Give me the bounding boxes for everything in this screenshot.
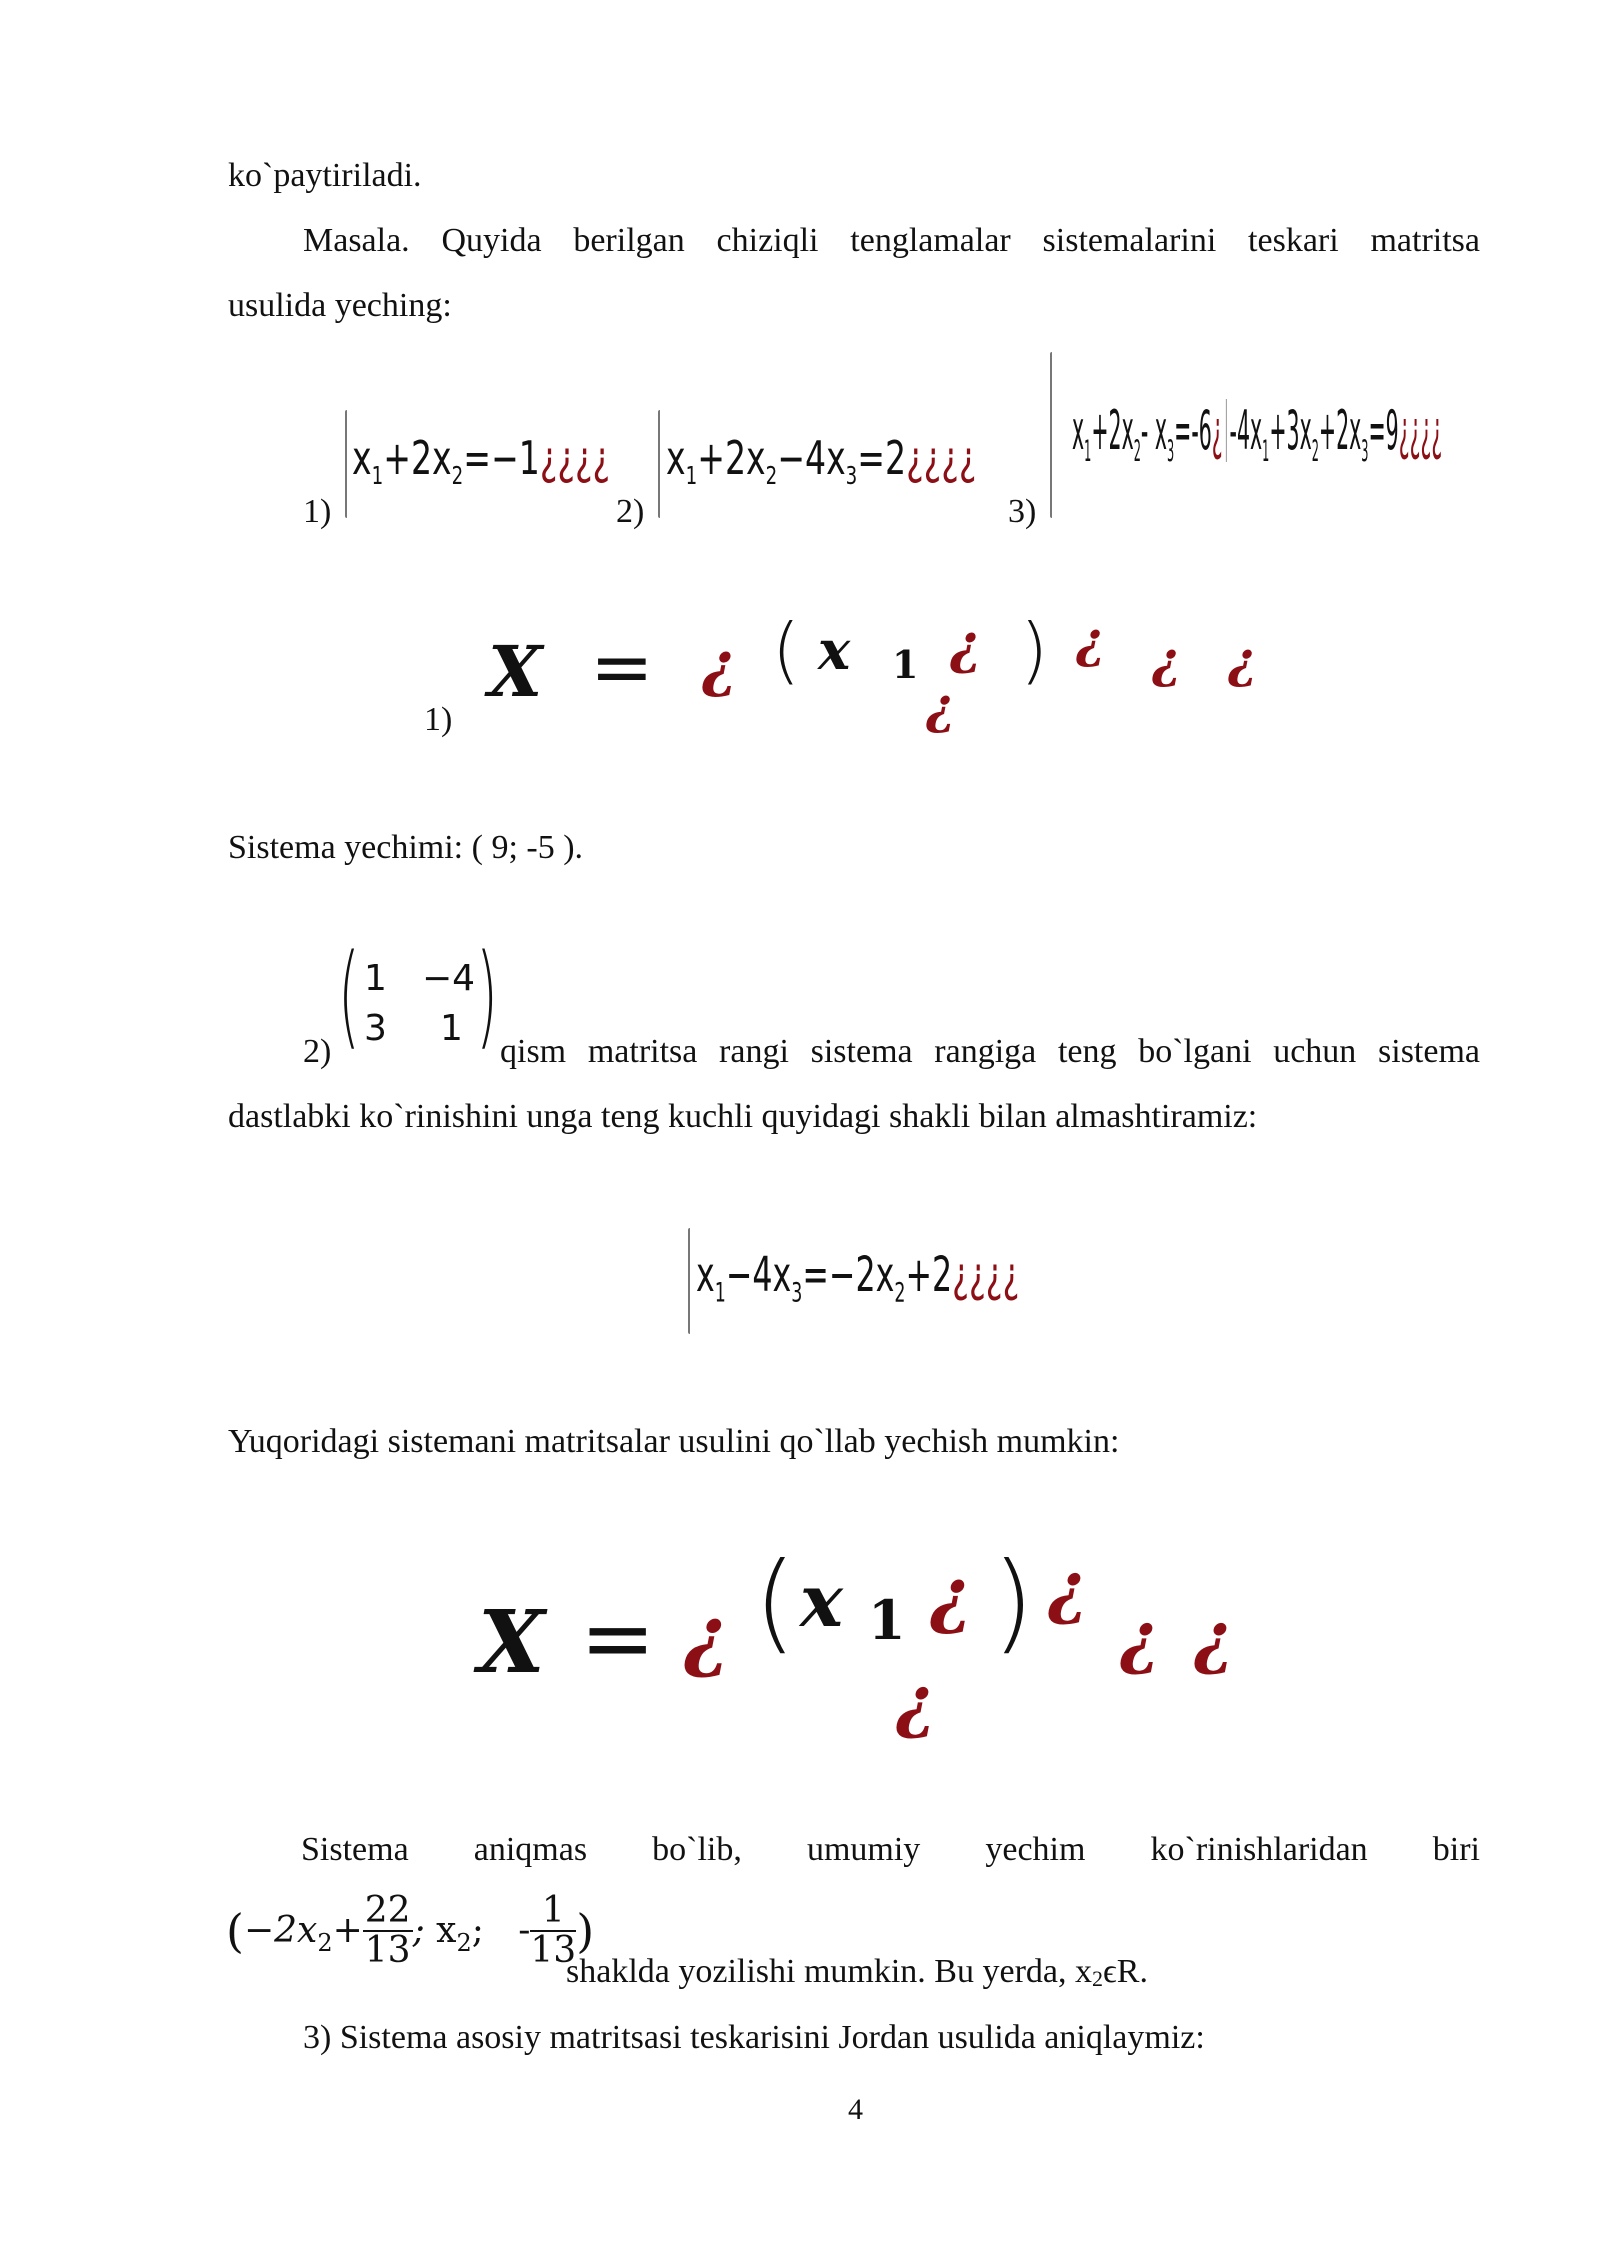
system-number-1: 1) (303, 493, 332, 530)
word-bolib: bo`lib, (652, 1831, 742, 1868)
eq4-tail: ¿¿¿¿ (952, 1247, 1020, 1303)
x-eq1-q3: ¿ (1076, 610, 1106, 669)
eq1-rhs: =−1 (463, 431, 540, 485)
matrix-cell-r2c2: 1 (440, 1008, 463, 1049)
eq3-tail1: ¿ (1211, 399, 1223, 462)
gen-fraction-1 (363, 1892, 413, 1970)
x-eq2-q1: ¿ (684, 1590, 730, 1681)
x-eq2-q4: ¿ (1120, 1598, 1160, 1678)
x-eq2-rparen: ) (992, 1540, 1035, 1665)
word-umumiy: umumiy (806, 1831, 921, 1868)
x-eq1-sub: 1 (892, 642, 919, 687)
eq3-f: +3x (1269, 399, 1312, 462)
system-equation-1 (352, 428, 711, 506)
eq3-g: +2x (1318, 399, 1362, 462)
x-eq2-qbelow: ¿ (896, 1662, 936, 1742)
word-sistema: Sistema (301, 1831, 409, 1868)
x-eq1-equals: = (590, 622, 654, 711)
paragraph-2-line2: dastlabki ko`rinishini unga teng kuchli quyidagi shakli bilan almashtiramiz: (228, 1098, 1258, 1135)
eq2-op1: +2 (697, 431, 747, 485)
text-line-kopaytiriladi: ko`paytiriladi. (228, 157, 422, 194)
matrix-right-paren: ) (476, 931, 498, 1061)
system-number-3: 3) (1008, 493, 1037, 530)
x-eq2-X: X (478, 1592, 545, 1693)
x-eq1-rparen: ) (1020, 608, 1049, 692)
aniqmas-line (301, 1830, 1480, 1870)
eq2-op2: −4 (777, 431, 827, 485)
eq3-c: - x (1140, 399, 1167, 462)
eq2-sub-3: 3 (845, 461, 858, 491)
solution-1-text: Sistema yechimi: ( 9; -5 ). (228, 829, 584, 866)
matrix-cell-r2c1: 3 (364, 1008, 387, 1049)
eq1-var-x: x (352, 431, 372, 485)
eq2-var-x1: x (666, 431, 686, 485)
x-equation-1 (480, 600, 1300, 735)
solution-number-1: 1) (424, 701, 453, 738)
gen-x2-sub: 2 (456, 1928, 472, 1957)
shaklda-end: ϵR. (1103, 1953, 1148, 1990)
eq1-tail: ¿¿¿¿ (539, 431, 611, 485)
gen-term-a: −2x (243, 1910, 318, 1951)
eq2-rhs: =2 (857, 431, 907, 485)
eq3-a-sub: 1 (1084, 433, 1092, 469)
system-brace-2 (658, 410, 660, 518)
word-yechim: yechim (985, 1831, 1086, 1868)
eq3-f-sub: 2 (1311, 433, 1319, 469)
masala-paragraph-line2: usulida yeching: (228, 287, 452, 324)
eq4-a-sub: 1 (714, 1277, 726, 1309)
eq3-a: x (1072, 399, 1085, 462)
eq3-tail2: ¿¿¿¿ (1398, 399, 1443, 462)
system-number-2: 2) (616, 493, 645, 530)
matrix-number-2: 2) (303, 1033, 332, 1070)
gen-semi2: ; - (471, 1910, 531, 1951)
gen-frac2-num: 1 (530, 1892, 576, 1932)
gen-frac2-den: 13 (530, 1930, 577, 1971)
x-eq1-q4: ¿ (1152, 630, 1182, 689)
shaklda-sub: 2 (1092, 1966, 1103, 1991)
gen-plus: + (332, 1910, 363, 1951)
x-eq2-lparen: ( (754, 1540, 797, 1665)
matrix-cell-r1c1: 1 (364, 958, 387, 999)
system-equation-3 (1072, 396, 1600, 487)
x-eq1-X: X (488, 630, 543, 713)
x-eq2-x: x (800, 1558, 843, 1643)
eq2-var-x3: x (826, 431, 846, 485)
gen-rparen: ) (576, 1904, 595, 1958)
x-eq1-q5: ¿ (1228, 630, 1258, 689)
eq3-h: =9 (1368, 399, 1399, 462)
eq3-b: +2x (1091, 399, 1134, 462)
x-eq1-q2: ¿ (950, 612, 982, 676)
eq1-sub-2: 2 (451, 461, 464, 491)
x-eq2-q2: ¿ (930, 1552, 973, 1637)
word-biri: biri (1432, 1831, 1480, 1868)
eq3-d: =-6 (1174, 399, 1212, 462)
eq2-sub-1: 1 (685, 461, 698, 491)
gen-x2: x (436, 1910, 457, 1951)
word-korinishlaridan: ko`rinishlaridan (1150, 1831, 1368, 1868)
gen-frac1-num: 22 (364, 1890, 411, 1931)
system-equation-4 (696, 1244, 1186, 1325)
x-eq2-q5: ¿ (1194, 1598, 1234, 1678)
x-eq1-qbelow: ¿ (926, 676, 956, 735)
eq2-tail: ¿¿¿¿ (906, 431, 977, 485)
system-brace-3 (1050, 352, 1052, 518)
x-eq1-x: x (818, 618, 851, 682)
eq3-c-sub: 3 (1166, 433, 1175, 469)
shaklda-main: shaklda yozilishi mumkin. Bu yerda, x (566, 1953, 1092, 1990)
eq1-var-x2: x (432, 431, 452, 485)
matrix-left-paren: ( (338, 931, 360, 1061)
eq3-e-sub: 1 (1262, 433, 1270, 469)
eq4-a: x (696, 1247, 715, 1303)
general-solution-formula (226, 1892, 594, 1970)
eq4-b-sub: 3 (791, 1277, 803, 1309)
x-eq2-q3: ¿ (1048, 1548, 1088, 1628)
eq2-var-x2: x (746, 431, 766, 485)
eq4-c: =−2x (802, 1247, 895, 1303)
gen-semi1: ; (412, 1910, 437, 1951)
eq1-op: +2 (383, 431, 433, 485)
masala-paragraph-line1: Masala. Quyida berilgan chiziqli tenglamalar sistemalarini teskari matritsa (303, 222, 1480, 259)
system-brace-4 (688, 1228, 690, 1334)
eq3-g-sub: 3 (1361, 433, 1369, 469)
shaklda-text (566, 1952, 1148, 1999)
paragraph-3: 3) Sistema asosiy matritsasi teskarisini Jordan usulida aniqlaymiz: (303, 2019, 1205, 2056)
page-number: 4 (848, 2093, 863, 2126)
x-eq2-sub: 1 (868, 1588, 906, 1652)
gen-lparen: ( (226, 1904, 244, 1958)
gen-term-a-sub: 2 (317, 1928, 333, 1957)
eq4-b: −4x (725, 1247, 792, 1303)
x-equation-2 (470, 1540, 1270, 1740)
paragraph-2-line1: qism matritsa rangi sistema rangiga teng bo`lgani uchun sistema (500, 1033, 1480, 1070)
x-eq1-lparen: ( (772, 608, 801, 692)
system-brace-1 (345, 410, 347, 518)
yuqoridagi-text: Yuqoridagi sistemani matritsalar usulini qo`llab yechish mumkin: (228, 1423, 1120, 1460)
matrix-cell-r1c2: −4 (422, 958, 476, 999)
eq3-b-sub: 2 (1133, 433, 1141, 469)
x-eq2-equals: = (580, 1586, 656, 1691)
coefficient-submatrix (338, 931, 498, 1062)
x-eq1-q1: ¿ (702, 630, 738, 700)
word-aniqmas: aniqmas (473, 1831, 588, 1868)
eq4-c-sub: 2 (894, 1277, 906, 1309)
eq4-d: +2 (905, 1247, 953, 1303)
eq3-e: -4x (1229, 399, 1263, 462)
eq2-sub-2: 2 (765, 461, 778, 491)
gen-frac1-den: 13 (364, 1930, 411, 1971)
eq1-sub-1: 1 (371, 461, 384, 491)
